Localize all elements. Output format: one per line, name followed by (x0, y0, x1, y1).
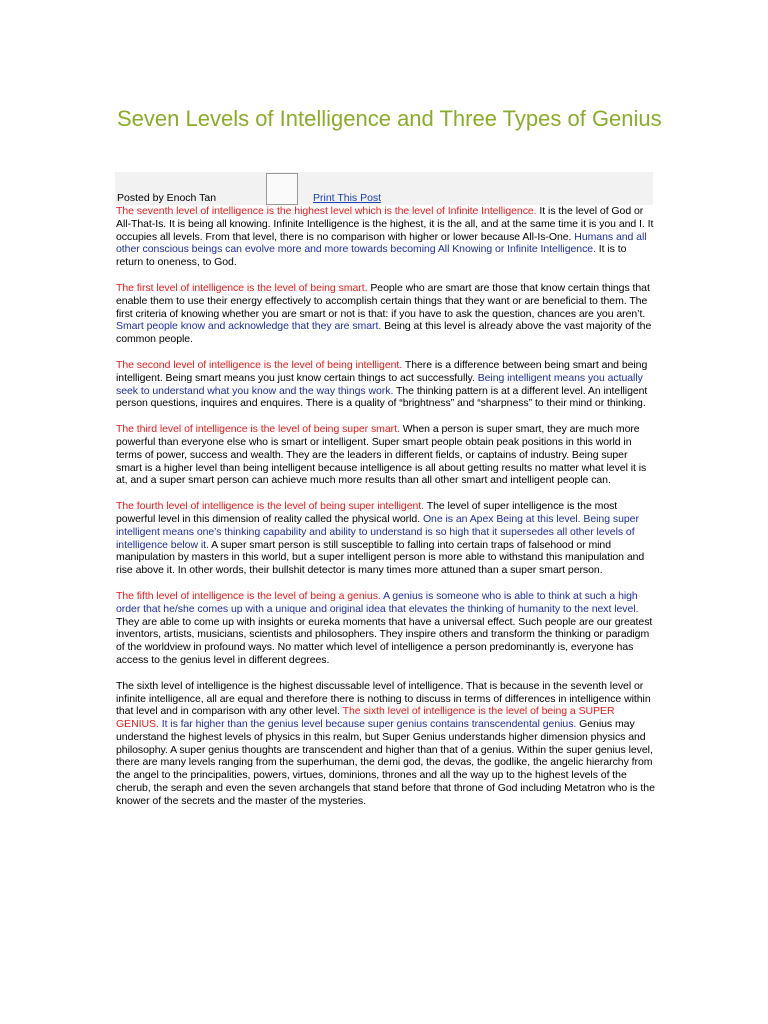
print-post-link[interactable]: Print This Post (313, 192, 382, 204)
text-run: It is to return to oneness, to God. (116, 243, 627, 269)
text-run: Smart people know and acknowledge that they are smart. (116, 320, 382, 333)
text-run: The second level of intelligence is the level of being intelligent. (116, 358, 403, 371)
post-meta-bar (115, 172, 653, 205)
text-run: When a person is super smart, they are much more powerful than everyone else who is smart or intelligent. Super smart people obtain peak positions in this world in terms of power, success and wealth. They are the leaders in different fields, or captains of industry. Being super smart is a higher level than being intelligent because intelligence is all about getting results no matter what level it is at, and a super smart person can achieve much more results than all other smart and intelligent people can. (116, 423, 647, 487)
text-run: The fourth level of intelligence is the level of being super intelligent. (116, 500, 425, 513)
text-run: The first level of intelligence is the level of being smart. (116, 281, 368, 294)
text-run: There is a difference between being smart and being intelligent. Being smart means you just know certain things to act successfully. (116, 358, 648, 384)
article-paragraph (116, 680, 656, 808)
text-run: It is far higher than the genius level because super genius contains transcendental genius. (161, 718, 577, 731)
article-paragraph (116, 205, 656, 269)
text-run: A super smart person is still susceptible to falling into certain traps of falsehood or mind manipulation by masters in this world, but a super intelligent person is more able to withstand this manipulation and rise above it. In other words, their bullshit detector is many times more attuned than a super smart person. (116, 538, 645, 577)
text-run: The thinking pattern is at a different level. An intelligent person questions, inquires and enquires. There is a quality of “brightness” and “sharpness” to their mind or thinking. (116, 384, 648, 410)
posted-by: Posted by Enoch Tan (117, 192, 217, 204)
text-run: The sixth level of intelligence is the highest discussable level of intelligence. That is because in the seventh level or infinite intelligence, all are equal and therefore there is nothing to discuss in terms of differences in intelligence within that level and in comparison with any other level. (116, 679, 651, 718)
text-run: Genius may understand the highest levels of physics in this realm, but Super Genius understands higher dimension physics and philosophy. A super genius thoughts are transcendent and higher than that of a genius. Within the super genius level, there are many levels ranging from the superhuman, the demi god, the devas, the godlike, the angelic hierarchy from the angel to the principalities, powers, virtues, dominions, thrones and all the way up to the highest levels of the cherub, the seraph and even the seven archangels that stand before that throne of God including Metatron who is the knower of the secrets and the master of the mysteries. (116, 718, 655, 807)
text-run: The sixth level of intelligence is the level of being a SUPER GENIUS. (116, 705, 615, 731)
text-run: They are able to come up with insights or eureka moments that have a universal effect. Such people are our greatest inventors, artists, musicians, scientists and philosophers. They inspire others and transform the thinking or paradigm of the worldview in profound ways. No matter which level of intelligence a person predominantly is, everyone has access to the genius level in different degrees. (116, 615, 653, 666)
text-run: The fifth level of intelligence is the level of being a genius. (116, 589, 381, 602)
article-paragraph (116, 359, 656, 410)
text-run: Being at this level is already above the vast majority of the common people. (116, 320, 652, 346)
author-thumbnail (266, 173, 298, 205)
text-run: The third level of intelligence is the level of being super smart. (116, 423, 400, 436)
article-body (116, 205, 656, 821)
text-run: The seventh level of intelligence is the highest level which is the level of Infinite Intelligence. (116, 205, 537, 217)
page-title: Seven Levels of Intelligence and Three Types of Genius (117, 106, 662, 131)
text-run: People who are smart are those that know certain things that enable them to use their energy effectively to accomplish certain things that they want or are beneficial to them. The first criteria of knowing whether you are smart or not is that: if you have to ask the question, chances are you aren’t. (116, 281, 650, 320)
text-run: A genius is someone who is able to think at such a high order that he/she comes up with a unique and original idea that elevates the thinking of humanity to the next level. (116, 589, 639, 615)
article-paragraph (116, 423, 656, 487)
article-paragraph (116, 590, 656, 667)
article-paragraph (116, 282, 656, 346)
text-run: Being intelligent means you actually seek to understand what you know and the way things work. (116, 371, 643, 397)
text-run: The level of super intelligence is the most powerful level in this dimension of reality called the physical world. (116, 500, 618, 525)
text-run: One is an Apex Being at this level. Being super intelligent means one’s thinking capability and ability to understand is so high that it supersedes all other levels of intelligence below it. (116, 512, 639, 551)
text-run: It is the level of God or All-That-Is. It is being all knowing. Infinite Intelligence is the highest, it is the all, and at the same time it is you and I. It occupies all levels. From that level, there is no comparison with higher or lower because All-Is-One. (116, 205, 654, 243)
text-run: Humans and all other conscious beings can evolve more and more towards becoming All Knowing or Infinite Intelligence. (116, 230, 647, 256)
article-paragraph (116, 500, 656, 577)
